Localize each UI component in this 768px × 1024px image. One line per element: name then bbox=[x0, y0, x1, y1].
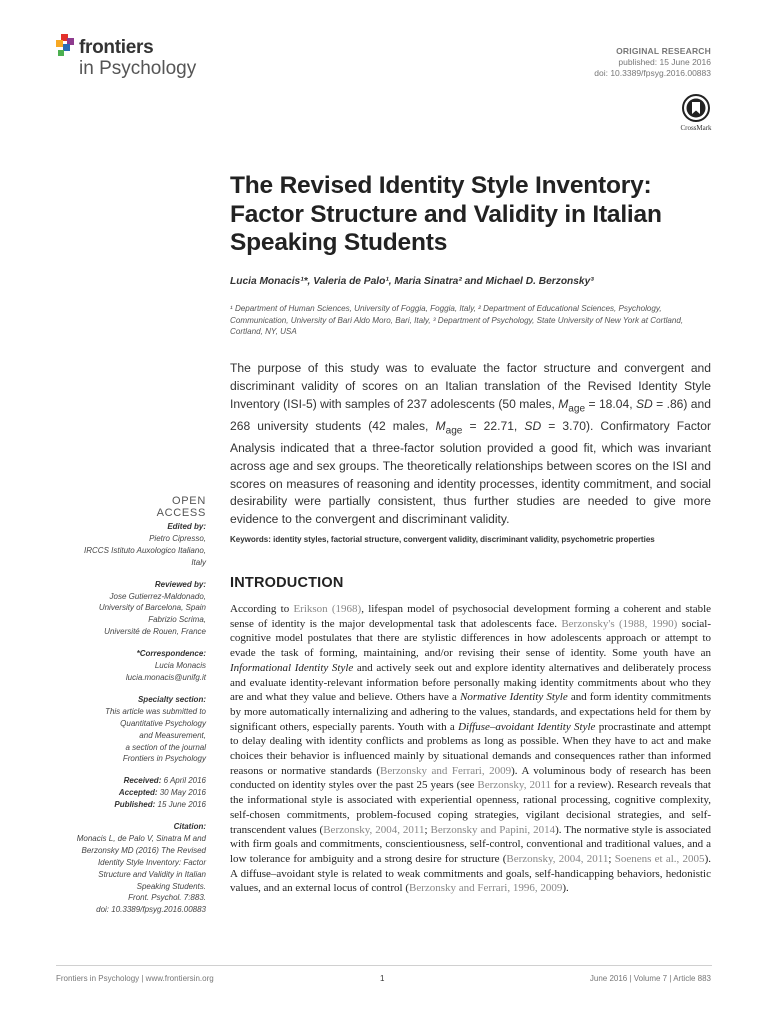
abstract-text: = 3.70). Confirmatory Factor Analysis indicated that a three-factor solution provided a good fit, which was invariant across age and sex groups. The theoretically relationships between scores on the ISI and scores on measures of reasoning and identity processes, identity commitment, and social desirability were partially consistent, thus further studies are needed to give more evidence to the convergent and discriminant validity. bbox=[230, 418, 712, 527]
citation-link[interactable]: Erikson (1968) bbox=[293, 603, 362, 615]
abstract-text: = 18.04, bbox=[585, 396, 636, 411]
sidebar-line: Fabrizio Scrima, bbox=[148, 615, 206, 625]
article-type: ORIGINAL RESEARCH bbox=[616, 46, 711, 56]
abstract bbox=[230, 360, 711, 529]
stat-symbol: M bbox=[558, 396, 569, 411]
page-number: 1 bbox=[380, 974, 385, 983]
citation-link[interactable]: Soenens et al., 2005 bbox=[614, 852, 705, 865]
reviewer-section bbox=[56, 579, 206, 639]
sidebar-line: and Measurement, bbox=[139, 730, 206, 740]
citation-link[interactable]: Berzonsky, 2004, 2011 bbox=[506, 852, 609, 865]
correspondence-email[interactable]: lucia.monacis@unifg.it bbox=[125, 672, 206, 682]
sidebar-line: Structure and Validity in Italian bbox=[98, 869, 206, 879]
body-text: social-cognitive model postulates that there are stylistic differences in how adolescents approach or attempt to evade the task of forming, maintaining, and/or revising their sense of identity. Some youth have an bbox=[230, 617, 711, 660]
body-text: and form identity commitments by more automatically internalizing and adhering to the values, standards, and expectations held for them by significant others, especially parents. Youth with a bbox=[230, 691, 711, 733]
body-text: According to bbox=[230, 603, 294, 615]
sidebar-line: doi: 10.3389/fpsyg.2016.00883 bbox=[96, 905, 206, 915]
dates-section bbox=[56, 775, 206, 811]
body-text: and actively seek out and explore identity alternatives and deliberately process and evaluate identity-relevant information before personally making identity commitments about who they are and what they value and believe. Others have a bbox=[230, 661, 711, 704]
section-heading: INTRODUCTION bbox=[230, 575, 344, 591]
sidebar-line: University of Barcelona, Spain bbox=[98, 603, 206, 613]
affiliations: ¹ Department of Human Sciences, University of Foggia, Foggia, Italy, ² Department of Educational Sciences, Psychology, Communication, University of Bari Aldo Moro, Bari, Italy, ³ Department of Psychology, State University of New York at Cortland, Cortland, NY, USA bbox=[230, 304, 684, 337]
body-text: ). A voluminous body of research has been conducted on identity styles over the past 25 years (see bbox=[230, 764, 711, 792]
stat-subscript: age bbox=[568, 403, 586, 414]
sidebar-line: Frontiers in Psychology bbox=[122, 754, 206, 764]
section-label: Citation: bbox=[173, 822, 206, 832]
footer-journal[interactable]: Frontiers in Psychology | www.frontiersin.org bbox=[56, 974, 214, 983]
author-list: Lucia Monacis¹*, Valeria de Palo¹, Maria Sinatra² and Michael D. Berzonsky³ bbox=[230, 276, 594, 287]
article-meta bbox=[594, 46, 711, 79]
stat-symbol: M bbox=[435, 418, 446, 433]
sidebar-line: Pietro Cipresso, bbox=[149, 533, 206, 543]
section-label: Published: bbox=[114, 800, 156, 810]
body-text: , lifespan model of psychosocial development forming a coherent and stable sense of identity is the major developmental task that adolescents face. bbox=[230, 603, 712, 630]
published-date: published: 15 June 2016 bbox=[618, 57, 711, 67]
journal-logo[interactable] bbox=[55, 34, 205, 84]
section-label: Specialty section: bbox=[137, 694, 206, 704]
emphasis-term: Informational Identity Style bbox=[230, 661, 354, 674]
sidebar-line: Université de Rouen, France bbox=[104, 627, 206, 637]
sidebar-line: Berzonsky MD (2016) The Revised bbox=[81, 845, 206, 855]
body-text: ). A diffuse–avoidant style is related to weak commitments and goals, self-handicapping behaviors, hedonistic values, and an external locus of control ( bbox=[230, 852, 711, 895]
sidebar-line: Italy bbox=[191, 557, 206, 567]
citation-link[interactable]: Berzonsky and Ferrari, 1996, 2009 bbox=[409, 882, 563, 895]
article-title: The Revised Identity Style Inventory: Factor Structure and Validity in Italian Speaking Students bbox=[230, 172, 662, 256]
citation-section bbox=[56, 821, 206, 916]
sidebar-line: Jose Gutierrez-Maldonado, bbox=[109, 591, 206, 601]
sidebar-line: Speaking Students. bbox=[136, 881, 206, 891]
citation-link[interactable]: Berzonsky, 2011 bbox=[477, 779, 552, 792]
sidebar-line: Quantitative Psychology bbox=[120, 718, 206, 728]
citation-link[interactable]: Berzonsky, 2004, 2011 bbox=[323, 823, 425, 836]
body-text: ). The normative style is associated with firm goals and commitments, conscientiousness, self-control, conventional and traditional values, and a low tolerance for ambiguity and a strong desire for structure ( bbox=[230, 823, 711, 865]
section-label: Accepted: bbox=[118, 788, 158, 798]
editor-section bbox=[56, 521, 206, 569]
intro-body bbox=[230, 602, 711, 896]
date-value: 6 April 2016 bbox=[163, 776, 206, 786]
citation-link[interactable]: Berzonsky and Ferrari, 2009 bbox=[379, 764, 512, 777]
keywords: Keywords: identity styles, factorial structure, convergent validity, discriminant validity, psychometric properties bbox=[230, 535, 655, 544]
body-text: ). bbox=[562, 882, 569, 895]
stat-subscript: age bbox=[445, 425, 463, 437]
body-text: ; bbox=[424, 823, 431, 836]
body-text: procrastinate and attempt to delay dealing with identity conflicts and problems as long as possible. When they have to act and make choices their behavior is influenced mainly by situational demands and consequences rather than informed reasons or normative standards ( bbox=[230, 720, 711, 777]
date-value: 30 May 2016 bbox=[159, 788, 206, 798]
article-doi[interactable]: doi: 10.3389/fpsyg.2016.00883 bbox=[594, 68, 711, 78]
accepted-date bbox=[56, 787, 206, 799]
correspondence-section bbox=[56, 648, 206, 684]
article-info-sidebar bbox=[56, 521, 206, 926]
stat-symbol: SD bbox=[524, 418, 542, 433]
section-label: Edited by: bbox=[167, 522, 206, 531]
section-label: *Correspondence: bbox=[136, 649, 206, 659]
specialty-section bbox=[56, 694, 206, 765]
sidebar-line: a section of the journal bbox=[125, 742, 206, 752]
journal-name: frontiers bbox=[79, 37, 154, 58]
emphasis-term: Diffuse–avoidant Identity Style bbox=[458, 720, 596, 733]
crossmark-label: CrossMark bbox=[680, 124, 712, 132]
sidebar-line: Identity Style Inventory: Factor bbox=[97, 857, 206, 867]
body-text: ; bbox=[608, 852, 615, 865]
sidebar-line: Lucia Monacis bbox=[154, 661, 206, 671]
frontiers-logo-icon bbox=[55, 34, 77, 60]
abstract-text: = .86) and 268 university students (42 males, bbox=[230, 396, 711, 433]
footer-issue: June 2016 | Volume 7 | Article 883 bbox=[589, 974, 711, 983]
abstract-text: = 22.71, bbox=[462, 418, 525, 433]
sidebar-line: This article was submitted to bbox=[105, 706, 206, 716]
citation-link[interactable]: Berzonsky and Papini, 2014 bbox=[430, 823, 556, 836]
abstract-text: The purpose of this study was to evaluate the factor structure and convergent and discriminant validity of scores on an Italian translation of the Revised Identity Style Inventory (ISI-5) with samples of 237 adolescents (50 males, bbox=[230, 361, 711, 411]
emphasis-term: Normative Identity Style bbox=[460, 691, 568, 704]
sidebar-line: Monacis L, de Palo V, Sinatra M and bbox=[76, 833, 206, 843]
citation-link[interactable]: Berzonsky's (1988, 1990) bbox=[561, 617, 678, 630]
stat-symbol: SD bbox=[635, 396, 653, 411]
date-value: 15 June 2016 bbox=[157, 800, 206, 810]
journal-subname: in Psychology bbox=[79, 58, 197, 79]
published-date-sidebar bbox=[56, 799, 206, 811]
body-text: for a review). Research reveals that the informational style is associated with experiential openness, rational processing, cognitive complexity, self-chosen commitments, problem-focused coping strategies, vigilant decisional strategies, and self-transcendent values ( bbox=[230, 779, 711, 836]
sidebar-line: Front. Psychol. 7:883. bbox=[128, 893, 206, 903]
received-date bbox=[56, 775, 206, 787]
sidebar-line: IRCCS Istituto Auxologico Italiano, bbox=[84, 545, 206, 555]
section-label: Reviewed by: bbox=[154, 579, 206, 589]
crossmark-icon bbox=[675, 94, 717, 124]
open-access-label: OPEN ACCESS bbox=[156, 495, 206, 519]
crossmark-badge[interactable] bbox=[675, 94, 717, 138]
section-label: Received: bbox=[123, 776, 162, 786]
footer-divider bbox=[56, 965, 712, 966]
